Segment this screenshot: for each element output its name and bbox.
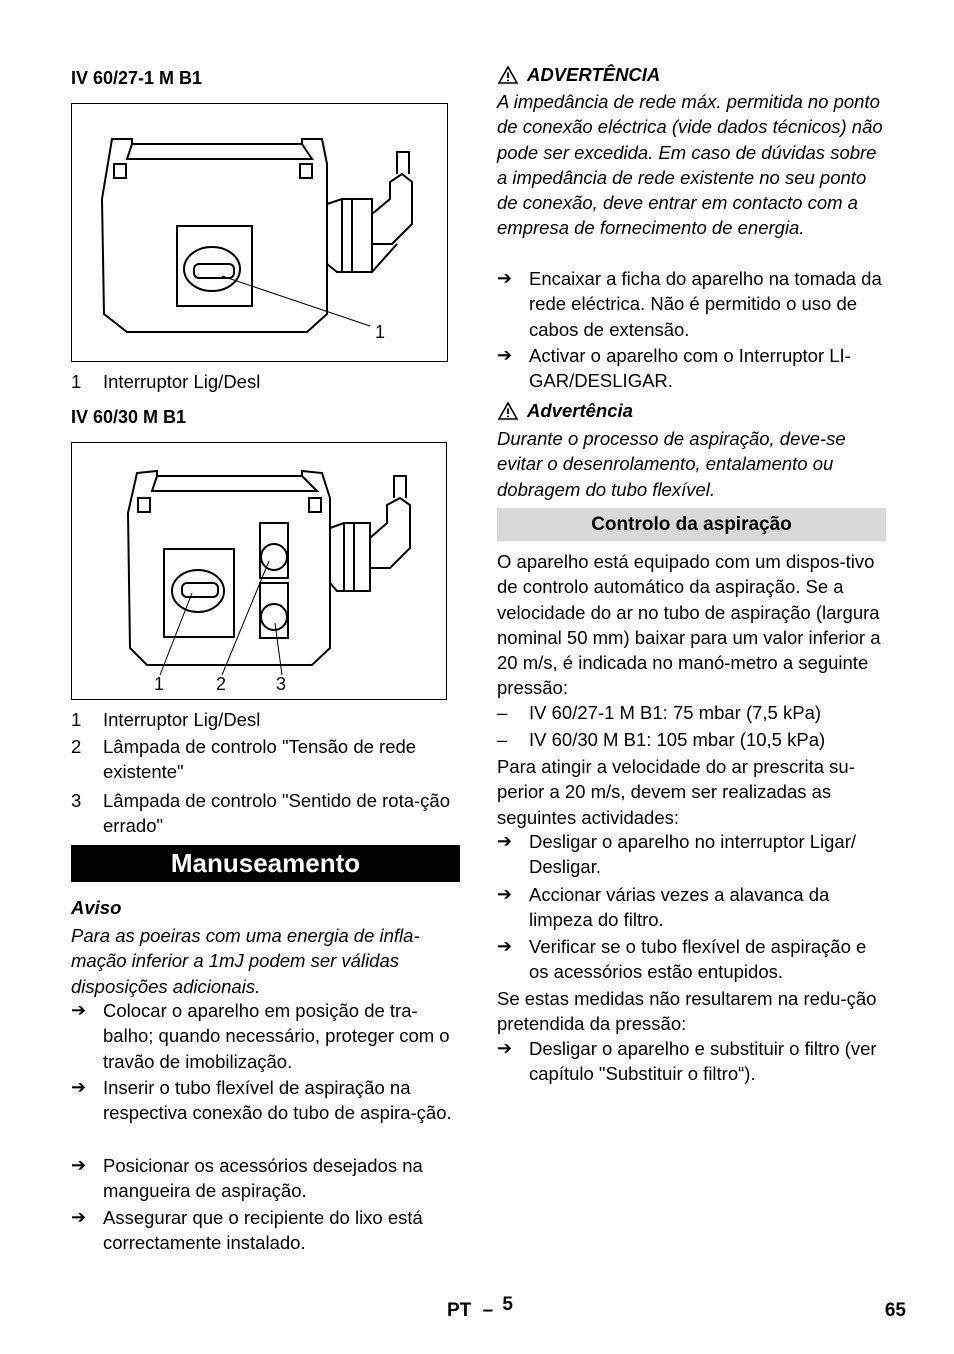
step-item xyxy=(497,934,887,985)
legend-number: 1 xyxy=(71,709,82,730)
step-item xyxy=(497,266,887,342)
step-item xyxy=(71,1075,460,1126)
subsection-title: Controlo da aspiração xyxy=(497,508,886,541)
aviso-text: Para as poeiras com uma energia de infla-mação inferior a 1mJ podem ser válidas disposições adicionais. xyxy=(71,925,420,997)
figure-switch-box-1 xyxy=(71,103,448,362)
paragraph: O aparelho está equipado com um dispos-tivo de controlo automático da aspiração. Se a velocidade do ar no tubo de aspiração (largura nominal 50 mm) baixar para um valor inferior a 20 m/s, é indicada no manó-metro a seguinte pressão: xyxy=(497,551,881,699)
warning-triangle-icon xyxy=(497,65,519,85)
step-text: Posicionar os acessórios desejados na mangueira de aspiração. xyxy=(103,1155,423,1202)
callout-3: 3 xyxy=(276,674,287,694)
page-number: 65 xyxy=(884,1300,906,1321)
paragraph: Se estas medidas não resultarem na redu-ção pretendida da pressão: xyxy=(497,988,877,1035)
callout-1: 1 xyxy=(154,674,165,694)
step-item xyxy=(497,882,887,933)
arrow-right-icon: ➔ xyxy=(497,268,513,288)
step-text: Colocar o aparelho em posição de tra-balho; quando necessário, proteger com o travão de imobilização. xyxy=(103,1000,450,1072)
arrow-right-icon: ➔ xyxy=(497,1038,513,1058)
legend-item xyxy=(71,707,460,732)
legend-number: 2 xyxy=(71,736,82,757)
arrow-right-icon: ➔ xyxy=(71,1000,87,1020)
legend-text: Lâmpada de controlo "Sentido de rota-ção errado" xyxy=(103,790,450,837)
legend-number: 3 xyxy=(71,790,82,811)
paragraph: Para atingir a velocidade do ar prescrita su-perior a 20 m/s, devem ser realizadas as seguintes actividades: xyxy=(497,756,855,828)
switch-box-illustration-2 xyxy=(72,443,446,699)
section-title: Manuseamento xyxy=(71,845,460,882)
page-footer-local xyxy=(447,1294,513,1323)
step-text: Inserir o tubo flexível de aspiração na respectiva conexão do tubo de aspira-ção. xyxy=(103,1077,452,1124)
legend-text: Lâmpada de controlo "Tensão de rede existente" xyxy=(103,736,417,783)
step-item xyxy=(497,1036,887,1087)
legend-item xyxy=(71,734,460,785)
arrow-right-icon: ➔ xyxy=(497,936,513,956)
legend-item xyxy=(71,369,460,394)
arrow-right-icon: ➔ xyxy=(71,1077,87,1097)
footer-local-page: 5 xyxy=(502,1294,513,1315)
list-item-text: IV 60/27-1 M B1: 75 mbar (7,5 kPa) xyxy=(529,702,822,723)
footer-lang: PT xyxy=(447,1300,472,1321)
step-text: Desligar o aparelho no interruptor Ligar/ Desligar. xyxy=(529,831,857,878)
step-text: Activar o aparelho com o Interruptor LI-GAR/DESLIGAR. xyxy=(529,345,851,392)
step-text: Verificar se o tubo flexível de aspiração e os acessórios estão entupidos. xyxy=(529,936,867,983)
arrow-right-icon: ➔ xyxy=(497,345,513,365)
footer-separator: – xyxy=(482,1300,494,1321)
step-item xyxy=(71,1205,460,1256)
aviso-title: Aviso xyxy=(71,897,122,918)
switch-box-illustration-1 xyxy=(72,104,447,361)
model-heading-1: IV 60/27-1 M B1 xyxy=(71,68,203,88)
legend-number: 1 xyxy=(71,371,82,392)
arrow-right-icon: ➔ xyxy=(497,884,513,904)
step-text: Desligar o aparelho e substituir o filtro (ver capítulo "Substituir o filtro“). xyxy=(529,1038,877,1085)
warning-triangle-icon xyxy=(497,401,519,421)
step-item xyxy=(71,1153,460,1204)
callout-2: 2 xyxy=(216,674,227,694)
warning-text-2: Durante o processo de aspiração, deve-se evitar o desenrolamento, entalamento ou dobragem do tubo flexível. xyxy=(497,428,846,500)
arrow-right-icon: ➔ xyxy=(497,831,513,851)
step-item xyxy=(497,343,887,394)
callout-1: 1 xyxy=(375,322,386,342)
arrow-right-icon: ➔ xyxy=(71,1207,87,1227)
step-text: Assegurar que o recipiente do lixo está correctamente instalado. xyxy=(103,1207,423,1254)
warning-title-2 xyxy=(497,398,633,423)
warning-title-text: Advertência xyxy=(527,400,633,421)
list-item-text: IV 60/30 M B1: 105 mbar (10,5 kPa) xyxy=(529,729,826,750)
legend-item xyxy=(71,788,460,839)
dash-bullet: – xyxy=(497,729,508,750)
list-item xyxy=(497,727,887,752)
dash-bullet: – xyxy=(497,702,508,723)
legend-text: Interruptor Lig/Desl xyxy=(103,709,261,730)
step-item xyxy=(497,829,887,880)
model-heading-2: IV 60/30 M B1 xyxy=(71,407,187,427)
legend-text: Interruptor Lig/Desl xyxy=(103,371,261,392)
warning-title-text: ADVERTÊNCIA xyxy=(527,64,661,85)
warning-title-1 xyxy=(497,62,660,87)
arrow-right-icon: ➔ xyxy=(71,1155,87,1175)
warning-text-1: A impedância de rede máx. permitida no ponto de conexão eléctrica (vide dados técnicos) não pode ser excedida. Em caso de dúvidas sobre a impedância de rede existente no seu ponto de conexão, deve entrar em contacto com a empresa de fornecimento de energia. xyxy=(497,91,883,239)
step-text: Accionar várias vezes a alavanca da limpeza do filtro. xyxy=(529,884,830,931)
figure-switch-box-2 xyxy=(71,442,447,700)
step-item xyxy=(71,998,460,1074)
step-text: Encaixar a ficha do aparelho na tomada da rede eléctrica. Não é permitido o uso de cabos de extensão. xyxy=(529,268,882,340)
list-item xyxy=(497,700,887,725)
